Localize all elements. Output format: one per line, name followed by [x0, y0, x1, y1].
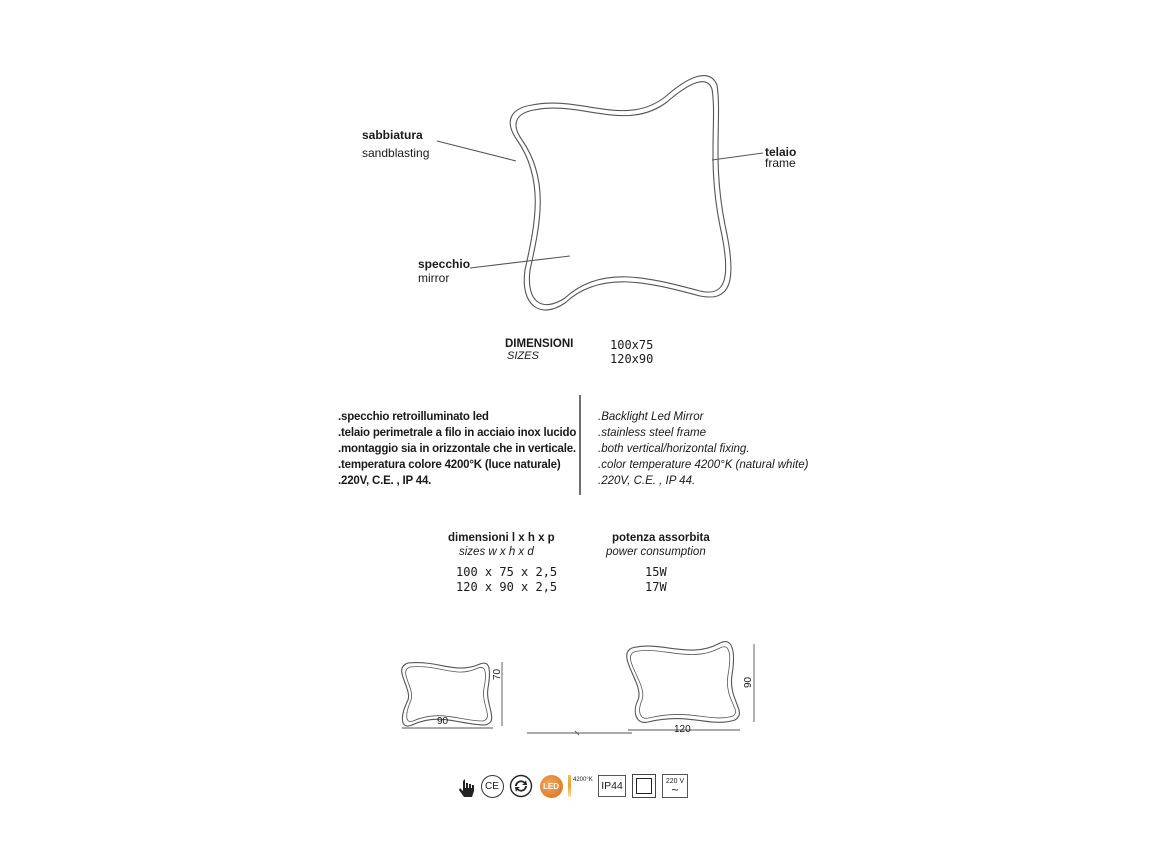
sizes-title: DIMENSIONI	[505, 338, 574, 350]
feature-en-2: .stainless steel frame	[598, 427, 707, 439]
large-mirror-drawing	[627, 642, 740, 723]
ip44-icon: IP44	[598, 773, 626, 799]
feature-it-1: .specchio retroilluminato led	[338, 411, 489, 423]
large-height-label: 90	[743, 676, 754, 688]
small-width-label: 90	[437, 716, 449, 727]
dims-header: dimensioni l x h x p	[448, 532, 555, 544]
feature-it-3: .montaggio sia in orizzontale che in verticale.	[338, 443, 576, 455]
leader-frame	[712, 153, 763, 160]
color-temperature-icon: 4200°K	[568, 773, 596, 799]
feature-en-4: .color temperature 4200°K (natural white)	[598, 459, 809, 471]
label-frame-en: frame	[765, 156, 796, 170]
label-mirror-it: specchio	[418, 257, 471, 271]
ce-mark-icon: CE	[480, 773, 504, 799]
features-italian	[338, 409, 576, 489]
hand-touch-icon	[455, 773, 477, 799]
dims-subheader: sizes w x h x d	[459, 546, 534, 558]
label-frame-it: telaio	[765, 145, 797, 159]
features-english	[598, 409, 808, 489]
double-insulation-icon	[630, 773, 658, 799]
dims-value-2: 120 x 90 x 2,5	[456, 580, 558, 594]
feature-it-4: .temperatura colore 4200°K (luce naturale)	[338, 459, 561, 471]
leader-sandblasting	[437, 141, 516, 161]
recycle-rotate-icon	[508, 773, 534, 799]
small-height-label: 70	[492, 668, 503, 680]
main-mirror-outline	[510, 76, 731, 310]
power-subheader: power consumption	[606, 546, 706, 558]
feature-en-5: .220V, C.E. , IP 44.	[598, 475, 696, 487]
feature-it-2: .telaio perimetrale a filo in acciaio inox lucido	[338, 427, 577, 439]
label-sandblasting-en: sandblasting	[362, 146, 430, 160]
power-header: potenza assorbita	[612, 532, 710, 544]
power-value-2: 17W	[645, 580, 667, 594]
main-mirror-inner	[516, 82, 726, 305]
label-mirror-en: mirror	[418, 271, 450, 285]
size-value-2: 120x90	[610, 352, 654, 366]
dims-value-1: 100 x 75 x 2,5	[456, 565, 558, 579]
voltage-icon: 220 V ~	[661, 773, 689, 799]
power-value-1: 15W	[645, 565, 667, 579]
feature-en-3: .both vertical/horizontal fixing.	[598, 443, 750, 455]
feature-en-1: .Backlight Led Mirror	[598, 411, 704, 423]
leader-mirror	[470, 256, 570, 268]
feature-it-5: .220V, C.E. , IP 44.	[338, 475, 432, 487]
label-sandblasting-it: sabbiatura	[362, 128, 423, 142]
size-value-1: 100x75	[610, 338, 654, 352]
large-width-label: 120	[674, 724, 691, 735]
led-icon: LED	[538, 773, 564, 799]
sizes-subtitle: SIZES	[507, 350, 539, 362]
